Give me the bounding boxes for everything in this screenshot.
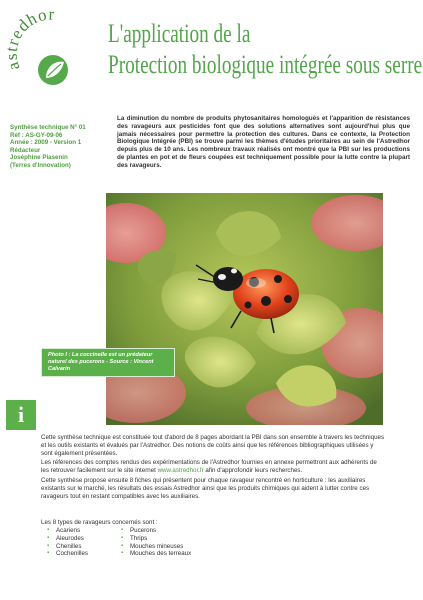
pests-list [41,519,385,558]
document-meta [10,124,110,170]
lower-paragraph-1: Cette synthèse technique est constituée tout d'abord de 8 pages abordant la PBI dans son ensemble à travers les techniques et les outils existants et évalués par l'Astredhor. Des notions de coûts ainsi que les références bibliographiques utilisées y sont également présentées. [41,434,385,457]
meta-author-name: Joséphine Piasenin [10,154,68,162]
list-item: ▪ Pucerons [121,527,191,535]
list-item: ▪ Mouches mineuses [121,543,191,551]
meta-author-org: (Terres d'Innovation) [10,161,71,169]
synthesis-description [41,434,385,502]
pests-heading: Les 8 types de ravageurs concernés sont : [41,519,158,526]
meta-year-version: Année : 2009 - Version 1 [10,139,82,147]
list-item: ▪ Mouches des terreaux [121,550,191,558]
logo-text: edhor [6,8,56,43]
list-item: ▪ Aleurodes [47,535,88,543]
pests-column-1 [47,527,88,558]
intro-paragraph: La diminution du nombre de produits phytosanitaires homologués et l'apparition de résistances des ravageurs aux pesticides font que des solutions alternatives sont aujourd'hui plus que jamais nécessaires pour permettre la protection des cultures. Dans ce contexte, la Protection Biologique Intégrée (PBI) se trouve parmi les thèmes d'études prioritaires au sein de l'Astredhor depuis plus de 10 ans. Les nombreux travaux réalisés ont montré que la PBI sur les productions de plantes en pot et de fleurs coupées est techniquement possible pour la lutte contre la plupart des ravageurs. [117,115,410,169]
astredhor-website-link[interactable]: www.astredhor.fr [157,467,204,475]
list-item: ▪ Cochenilles [47,550,88,558]
ladybug-photo [106,193,383,425]
meta-author-label: Rédacteur [10,146,41,154]
list-item: ▪ Chenilles [47,543,88,551]
pests-column-2 [121,527,191,558]
meta-reference: Réf : AS-GY-09-06 [10,131,63,139]
page-title [108,18,423,80]
photo-caption: Photo I : La coccinelle est un prédateur naturel des pucerons - Source : Vincent Calvarin [41,348,175,377]
lower-paragraph-3: Cette synthèse propose ensuite 8 fiches qui présentent pour chaque ravageur rencontré en horticulture : les auxiliaires existants sur le marché, les résultats des essais Astredhor ainsi que les produits chimiques qui aident à lutter contre ces ravageurs tout en restant compatibles avec les auxiliaires. [41,476,370,500]
list-item: ▪ Acariens [47,527,88,535]
astredhor-logo [6,8,96,100]
title-line-2: Protection biologique intégrée sous serre [108,50,423,79]
lower-paragraph-2-text: Les références des comptes rendus des expérimentations de l'Astredhor fournies en annexe permettront aux adhérents de les retrouver facilement sur le site internet [41,459,377,475]
lower-paragraph-2-end: afin d'approfondir leurs recherches. [203,467,303,475]
lower-paragraph-2 [41,459,385,475]
meta-synthese-number: Synthèse technique N° 01 [10,124,86,131]
info-icon: i [6,400,36,430]
list-item: ▪ Thrips [121,535,191,543]
title-line-1: L'application de la [108,19,251,48]
